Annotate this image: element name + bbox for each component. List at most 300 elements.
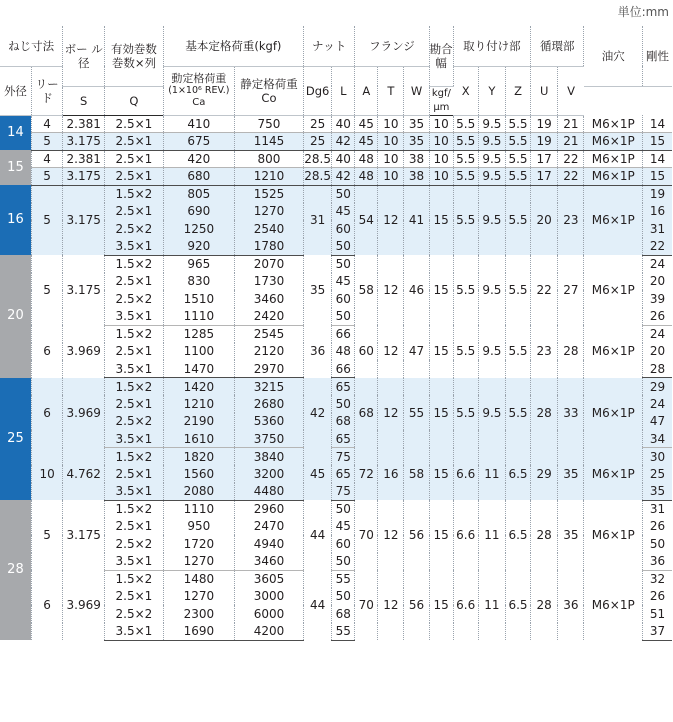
nut-length-cell: 75 bbox=[332, 448, 355, 466]
turns-cell: 1.5×2 bbox=[105, 255, 164, 273]
table-row bbox=[0, 185, 672, 203]
col-x-cell: 5.5 bbox=[453, 150, 478, 168]
header-S: S bbox=[63, 86, 105, 115]
nut-length-cell: 50 bbox=[332, 255, 355, 273]
static-load-cell: 6000 bbox=[234, 605, 303, 623]
ball-screw-spec-table bbox=[0, 26, 672, 641]
ball-dia-cell: 3.175 bbox=[63, 255, 105, 325]
static-load-cell: 3750 bbox=[234, 430, 303, 448]
col-t-cell: 10 bbox=[378, 133, 404, 151]
header-Z: Z bbox=[505, 66, 530, 115]
table-row bbox=[0, 500, 672, 518]
oil-hole-cell: M6×1P bbox=[584, 185, 643, 255]
dynamic-load-cell: 690 bbox=[163, 203, 234, 221]
col-v-cell: 36 bbox=[558, 570, 584, 640]
rigidity-cell: 28 bbox=[643, 360, 672, 378]
turns-cell: 2.5×1 bbox=[105, 395, 164, 413]
col-x-cell: 5.5 bbox=[453, 378, 478, 448]
nut-length-cell: 50 bbox=[332, 185, 355, 203]
turns-cell: 2.5×1 bbox=[105, 203, 164, 221]
rigidity-cell: 20 bbox=[649, 344, 666, 359]
col-u-cell: 17 bbox=[531, 150, 558, 168]
dynamic-load-cell: 675 bbox=[163, 133, 234, 151]
col-z-cell: 5.5 bbox=[505, 325, 530, 378]
col-a-cell: 68 bbox=[355, 378, 378, 448]
lead-cell: 5 bbox=[31, 168, 62, 186]
ball-dia-cell: 3.175 bbox=[63, 133, 105, 151]
rigidity-cell: 47 bbox=[643, 413, 672, 431]
col-x-cell: 5.5 bbox=[453, 185, 478, 255]
col-u-cell: 19 bbox=[531, 133, 558, 151]
nut-length-cell: 50 bbox=[332, 588, 355, 606]
col-v-cell: 21 bbox=[558, 115, 584, 133]
col-v-cell: 35 bbox=[558, 448, 584, 501]
static-load-cell: 4480 bbox=[234, 483, 303, 501]
dynamic-load-cell: 830 bbox=[163, 273, 234, 291]
nut-dg6-cell: 45 bbox=[304, 448, 332, 501]
static-load-cell: 5360 bbox=[234, 413, 303, 431]
turns-cell: 2.5×1 bbox=[105, 168, 164, 186]
header-circulation: 循環部 bbox=[531, 26, 584, 66]
col-u-cell: 28 bbox=[531, 570, 558, 640]
header-load-rating: 基本定格荷重(kgf) bbox=[163, 26, 303, 66]
nut-dg6-cell: 28.5 bbox=[304, 169, 331, 184]
nut-length-cell: 75 bbox=[332, 483, 355, 501]
col-x-cell: 6.6 bbox=[453, 448, 478, 501]
rigidity-cell: 15 bbox=[643, 133, 672, 151]
lead-cell: 10 bbox=[31, 448, 62, 501]
header-rigidity-unit-top: kgf/ bbox=[431, 87, 451, 99]
turns-cell: 2.5×2 bbox=[105, 220, 164, 238]
col-v-cell: 22 bbox=[558, 168, 584, 186]
nut-length-cell: 65 bbox=[332, 430, 355, 448]
header-screw-size: ねじ寸法 bbox=[0, 26, 63, 66]
static-load-cell: 800 bbox=[234, 150, 303, 168]
nut-length-cell: 40 bbox=[332, 115, 355, 133]
nut-length-cell: 65 bbox=[332, 378, 355, 396]
ball-dia-cell: 3.969 bbox=[63, 325, 105, 378]
dynamic-load-cell: 1560 bbox=[163, 465, 234, 483]
dynamic-load-cell: 1110 bbox=[163, 500, 234, 518]
nut-dg6-cell: 36 bbox=[304, 325, 332, 378]
turns-cell: 3.5×1 bbox=[105, 360, 164, 378]
col-z-cell: 5.5 bbox=[505, 378, 530, 448]
table-row bbox=[0, 115, 672, 133]
outer-dia-cell: 28 bbox=[0, 500, 31, 640]
col-w-cell: 56 bbox=[404, 570, 429, 640]
ball-dia-cell: 3.175 bbox=[63, 168, 105, 186]
col-t-cell: 16 bbox=[378, 448, 404, 501]
nut-length-cell: 68 bbox=[332, 413, 355, 431]
turns-cell: 2.5×1 bbox=[105, 133, 164, 151]
rigidity-cell: 26 bbox=[649, 519, 666, 534]
col-u-cell: 28 bbox=[531, 378, 558, 448]
col-w-cell: 47 bbox=[404, 325, 429, 378]
col-u-cell: 17 bbox=[531, 168, 558, 186]
nut-length-cell: 42 bbox=[332, 133, 355, 151]
col-s-cell: 15 bbox=[429, 325, 453, 378]
rigidity-cell: 34 bbox=[643, 430, 672, 448]
col-u-cell: 20 bbox=[531, 185, 558, 255]
nut-length-cell: 68 bbox=[332, 605, 355, 623]
col-y-cell: 9.5 bbox=[478, 115, 505, 133]
ball-dia-cell: 2.381 bbox=[63, 115, 105, 133]
header-flange: フランジ bbox=[355, 26, 429, 66]
col-w-cell: 58 bbox=[404, 448, 429, 501]
dynamic-load-cell: 410 bbox=[163, 115, 234, 133]
nut-length-cell: 66 bbox=[332, 325, 355, 343]
static-load-cell: 3605 bbox=[234, 570, 303, 588]
rigidity-cell: 51 bbox=[649, 606, 666, 621]
col-t-cell: 10 bbox=[378, 150, 404, 168]
col-w-cell: 38 bbox=[404, 150, 429, 168]
rigidity-cell: 31 bbox=[649, 502, 666, 516]
rigidity-cell: 31 bbox=[643, 220, 672, 238]
static-load-cell: 1270 bbox=[234, 203, 303, 221]
static-load-cell: 3460 bbox=[234, 553, 303, 571]
static-load-cell: 2960 bbox=[234, 500, 303, 518]
dynamic-load-cell: 1510 bbox=[163, 290, 234, 308]
col-s-cell: 10 bbox=[429, 133, 453, 151]
dynamic-load-cell: 1480 bbox=[163, 570, 234, 588]
lead-cell: 5 bbox=[31, 133, 62, 151]
nut-length-cell: 66 bbox=[332, 360, 355, 378]
static-load-cell: 3840 bbox=[234, 448, 303, 466]
nut-dg6-cell: 28.5 bbox=[304, 151, 331, 166]
col-v-cell: 23 bbox=[558, 185, 584, 255]
col-y-cell: 9.5 bbox=[478, 378, 505, 448]
turns-cell: 2.5×2 bbox=[105, 535, 164, 553]
dynamic-load-cell: 2080 bbox=[163, 483, 234, 501]
turns-cell: 2.5×2 bbox=[105, 605, 164, 623]
oil-hole-cell: M6×1P bbox=[584, 255, 643, 325]
nut-length-cell: 40 bbox=[332, 150, 355, 168]
dynamic-load-cell: 1100 bbox=[163, 343, 234, 361]
header-nut: ナット bbox=[304, 26, 355, 66]
nut-length-cell: 50 bbox=[332, 500, 355, 518]
lead-cell: 4 bbox=[31, 150, 62, 168]
col-s-cell: 15 bbox=[429, 448, 453, 501]
header-Y: Y bbox=[478, 66, 505, 115]
col-t-cell: 10 bbox=[378, 168, 404, 186]
lead-cell: 5 bbox=[31, 255, 62, 325]
nut-dg6-cell: 44 bbox=[304, 500, 332, 570]
static-load-cell: 1210 bbox=[234, 168, 303, 186]
oil-hole-cell: M6×1P bbox=[584, 150, 643, 168]
turns-cell: 1.5×2 bbox=[105, 325, 164, 343]
header-dynamic-load-title: 動定格荷重 bbox=[171, 72, 227, 85]
static-load-cell: 1525 bbox=[234, 185, 303, 203]
header-rigidity-unit-bottom: μm bbox=[433, 101, 450, 113]
header-dynamic-load-symbol: Ca bbox=[192, 97, 206, 108]
nut-dg6-cell: 25 bbox=[304, 133, 332, 151]
col-a-cell: 48 bbox=[355, 168, 378, 186]
col-s-cell: 10 bbox=[429, 168, 453, 186]
header-mounting: 取り付け部 bbox=[453, 26, 530, 66]
unit-label: 単位:mm bbox=[617, 5, 669, 19]
table-row bbox=[0, 255, 672, 273]
oil-hole-cell: M6×1P bbox=[584, 448, 643, 501]
static-load-cell: 1780 bbox=[234, 238, 303, 256]
col-a-cell: 70 bbox=[355, 500, 378, 570]
rigidity-cell: 50 bbox=[649, 536, 666, 551]
dynamic-load-cell: 1270 bbox=[163, 588, 234, 606]
col-x-cell: 6.6 bbox=[453, 570, 478, 640]
col-t-cell: 12 bbox=[378, 570, 404, 640]
static-load-cell: 1145 bbox=[234, 133, 303, 151]
nut-length-cell: 45 bbox=[332, 203, 355, 221]
turns-cell: 2.5×1 bbox=[105, 343, 164, 361]
turns-cell: 3.5×1 bbox=[105, 238, 164, 256]
static-load-cell: 2420 bbox=[234, 308, 303, 326]
oil-hole-cell: M6×1P bbox=[584, 133, 643, 151]
table-row bbox=[0, 448, 672, 466]
nut-length-cell: 65 bbox=[332, 465, 355, 483]
col-y-cell: 11 bbox=[478, 570, 505, 640]
col-t-cell: 12 bbox=[378, 500, 404, 570]
col-y-cell: 9.5 bbox=[478, 255, 505, 325]
col-a-cell: 60 bbox=[355, 325, 378, 378]
dynamic-load-cell: 1820 bbox=[163, 448, 234, 466]
turns-cell: 3.5×1 bbox=[105, 553, 164, 571]
ball-dia-cell: 3.969 bbox=[63, 378, 105, 448]
static-load-cell: 4200 bbox=[234, 623, 303, 641]
header-rigidity-unit bbox=[429, 86, 453, 115]
dynamic-load-cell: 420 bbox=[163, 150, 234, 168]
col-t-cell: 12 bbox=[378, 378, 404, 448]
header-static-load-title: 静定格荷重 bbox=[240, 76, 298, 91]
col-x-cell: 5.5 bbox=[453, 168, 478, 186]
turns-cell: 2.5×1 bbox=[105, 115, 164, 133]
oil-hole-cell: M6×1P bbox=[584, 570, 643, 640]
col-t-cell: 12 bbox=[378, 255, 404, 325]
nut-length-cell: 45 bbox=[332, 518, 355, 536]
col-y-cell: 11 bbox=[478, 500, 505, 570]
header-turns: 有効巻数 巻数×列 bbox=[105, 26, 164, 86]
rigidity-cell: 19 bbox=[643, 185, 672, 203]
static-load-cell: 2120 bbox=[234, 343, 303, 361]
rigidity-cell: 36 bbox=[643, 553, 672, 571]
col-x-cell: 5.5 bbox=[453, 255, 478, 325]
col-z-cell: 6.5 bbox=[505, 570, 530, 640]
dynamic-load-cell: 1690 bbox=[163, 623, 234, 641]
rigidity-cell: 35 bbox=[643, 483, 672, 501]
col-w-cell: 56 bbox=[404, 500, 429, 570]
header-lead: リード bbox=[31, 66, 62, 115]
col-a-cell: 72 bbox=[355, 448, 378, 501]
rigidity-cell: 15 bbox=[643, 168, 672, 186]
ball-dia-cell: 2.381 bbox=[63, 150, 105, 168]
dynamic-load-cell: 2300 bbox=[163, 605, 234, 623]
lead-cell: 5 bbox=[31, 500, 62, 570]
lead-cell: 6 bbox=[31, 570, 62, 640]
turns-cell: 3.5×1 bbox=[105, 308, 164, 326]
rigidity-cell: 32 bbox=[649, 572, 666, 586]
turns-cell: 2.5×2 bbox=[105, 413, 164, 431]
static-load-cell: 3000 bbox=[234, 588, 303, 606]
header-dynamic-load-rev: (1×10⁶ REV.) bbox=[168, 85, 230, 96]
dynamic-load-cell: 950 bbox=[163, 518, 234, 536]
header-dg6: Dg6 bbox=[304, 66, 332, 115]
col-v-cell: 22 bbox=[558, 150, 584, 168]
oil-hole-cell: M6×1P bbox=[584, 500, 643, 570]
dynamic-load-cell: 965 bbox=[163, 255, 234, 273]
header-fit-width: 勘合幅 bbox=[429, 26, 453, 86]
turns-cell: 3.5×1 bbox=[105, 483, 164, 501]
static-load-cell: 3200 bbox=[234, 465, 303, 483]
col-s-cell: 10 bbox=[429, 150, 453, 168]
rigidity-cell: 26 bbox=[649, 589, 666, 604]
header-oil-hole: 油穴 bbox=[584, 26, 643, 86]
static-load-cell: 1730 bbox=[234, 273, 303, 291]
static-load-cell: 3460 bbox=[234, 290, 303, 308]
table-header bbox=[0, 26, 672, 115]
nut-dg6-cell: 31 bbox=[304, 185, 332, 255]
rigidity-cell: 30 bbox=[643, 448, 672, 466]
col-x-cell: 5.5 bbox=[453, 325, 478, 378]
outer-dia-cell: 16 bbox=[0, 185, 31, 255]
col-a-cell: 45 bbox=[355, 133, 378, 151]
header-rigidity: 剛性 bbox=[643, 26, 672, 86]
col-u-cell: 28 bbox=[531, 500, 558, 570]
table-row bbox=[0, 133, 672, 151]
turns-cell: 1.5×2 bbox=[105, 570, 164, 588]
header-L: L bbox=[332, 66, 355, 115]
col-w-cell: 55 bbox=[404, 378, 429, 448]
col-a-cell: 54 bbox=[355, 185, 378, 255]
col-z-cell: 5.5 bbox=[505, 185, 530, 255]
rigidity-cell: 29 bbox=[643, 378, 672, 396]
col-v-cell: 28 bbox=[558, 325, 584, 378]
ball-dia-cell: 3.175 bbox=[63, 500, 105, 570]
dynamic-load-cell: 1250 bbox=[163, 220, 234, 238]
turns-cell: 2.5×1 bbox=[105, 465, 164, 483]
rigidity-cell: 20 bbox=[649, 274, 666, 289]
nut-length-cell: 48 bbox=[332, 343, 355, 361]
dynamic-load-cell: 1610 bbox=[163, 430, 234, 448]
col-z-cell: 5.5 bbox=[505, 133, 530, 151]
col-w-cell: 41 bbox=[404, 185, 429, 255]
static-load-cell: 2470 bbox=[234, 518, 303, 536]
header-T: T bbox=[378, 66, 404, 115]
header-dynamic-load bbox=[163, 66, 234, 115]
static-load-cell: 3215 bbox=[234, 378, 303, 396]
col-u-cell: 19 bbox=[531, 115, 558, 133]
col-w-cell: 38 bbox=[404, 168, 429, 186]
col-t-cell: 10 bbox=[378, 115, 404, 133]
oil-hole-cell: M6×1P bbox=[584, 115, 643, 133]
lead-cell: 5 bbox=[31, 185, 62, 255]
ball-dia-cell: 3.969 bbox=[63, 570, 105, 640]
dynamic-load-cell: 1210 bbox=[163, 395, 234, 413]
header-X: X bbox=[453, 66, 478, 115]
col-z-cell: 6.5 bbox=[505, 448, 530, 501]
dynamic-load-cell: 1270 bbox=[163, 553, 234, 571]
col-a-cell: 58 bbox=[355, 255, 378, 325]
turns-cell: 1.5×2 bbox=[105, 500, 164, 518]
col-a-cell: 70 bbox=[355, 570, 378, 640]
rigidity-cell: 16 bbox=[643, 203, 672, 221]
lead-cell: 6 bbox=[31, 378, 62, 448]
table-body bbox=[0, 115, 672, 640]
col-v-cell: 33 bbox=[558, 378, 584, 448]
dynamic-load-cell: 1110 bbox=[163, 308, 234, 326]
col-u-cell: 22 bbox=[531, 255, 558, 325]
col-z-cell: 5.5 bbox=[505, 150, 530, 168]
lead-cell: 4 bbox=[31, 115, 62, 133]
static-load-cell: 750 bbox=[234, 115, 303, 133]
col-w-cell: 46 bbox=[404, 255, 429, 325]
col-w-cell: 35 bbox=[404, 133, 429, 151]
header-V: V bbox=[558, 66, 584, 115]
table-row bbox=[0, 570, 672, 588]
nut-length-cell: 42 bbox=[332, 168, 355, 186]
rigidity-cell: 24 bbox=[649, 257, 666, 271]
static-load-cell: 2680 bbox=[234, 395, 303, 413]
col-x-cell: 5.5 bbox=[453, 133, 478, 151]
outer-dia-cell: 14 bbox=[0, 115, 31, 150]
col-a-cell: 45 bbox=[355, 115, 378, 133]
header-static-load bbox=[234, 66, 303, 115]
table-row bbox=[0, 168, 672, 186]
dynamic-load-cell: 1720 bbox=[163, 535, 234, 553]
static-load-cell: 4940 bbox=[234, 535, 303, 553]
col-y-cell: 9.5 bbox=[478, 150, 505, 168]
turns-cell: 2.5×1 bbox=[105, 273, 164, 291]
turns-cell: 2.5×1 bbox=[105, 150, 164, 168]
header-static-load-symbol: Co bbox=[261, 90, 277, 105]
nut-length-cell: 60 bbox=[332, 535, 355, 553]
col-s-cell: 10 bbox=[429, 115, 453, 133]
header-A: A bbox=[355, 66, 378, 115]
ball-dia-cell: 4.762 bbox=[63, 448, 105, 501]
col-z-cell: 5.5 bbox=[505, 168, 530, 186]
outer-dia-cell: 20 bbox=[0, 255, 31, 378]
col-x-cell: 5.5 bbox=[453, 115, 478, 133]
turns-cell: 1.5×2 bbox=[105, 185, 164, 203]
dynamic-load-cell: 2190 bbox=[163, 413, 234, 431]
rigidity-cell: 14 bbox=[643, 115, 672, 133]
col-v-cell: 35 bbox=[558, 500, 584, 570]
col-v-cell: 27 bbox=[558, 255, 584, 325]
dynamic-load-cell: 1285 bbox=[163, 325, 234, 343]
turns-cell: 1.5×2 bbox=[105, 378, 164, 396]
col-y-cell: 9.5 bbox=[478, 325, 505, 378]
oil-hole-cell: M6×1P bbox=[584, 378, 643, 448]
dynamic-load-cell: 920 bbox=[163, 238, 234, 256]
nut-length-cell: 45 bbox=[332, 273, 355, 291]
nut-length-cell: 50 bbox=[332, 553, 355, 571]
nut-length-cell: 60 bbox=[332, 290, 355, 308]
col-s-cell: 15 bbox=[429, 570, 453, 640]
col-v-cell: 21 bbox=[558, 133, 584, 151]
header-U: U bbox=[531, 66, 558, 115]
rigidity-cell: 26 bbox=[643, 308, 672, 326]
col-y-cell: 11 bbox=[478, 448, 505, 501]
nut-length-cell: 60 bbox=[332, 220, 355, 238]
col-s-cell: 15 bbox=[429, 185, 453, 255]
col-w-cell: 35 bbox=[404, 115, 429, 133]
turns-cell: 3.5×1 bbox=[105, 430, 164, 448]
rigidity-cell: 37 bbox=[643, 623, 672, 641]
nut-dg6-cell: 42 bbox=[304, 378, 332, 448]
ball-dia-cell: 3.175 bbox=[63, 185, 105, 255]
dynamic-load-cell: 680 bbox=[163, 168, 234, 186]
col-s-cell: 15 bbox=[429, 255, 453, 325]
header-outer-dia: 外径 bbox=[0, 66, 31, 115]
col-y-cell: 9.5 bbox=[478, 133, 505, 151]
nut-dg6-cell: 25 bbox=[304, 115, 332, 133]
